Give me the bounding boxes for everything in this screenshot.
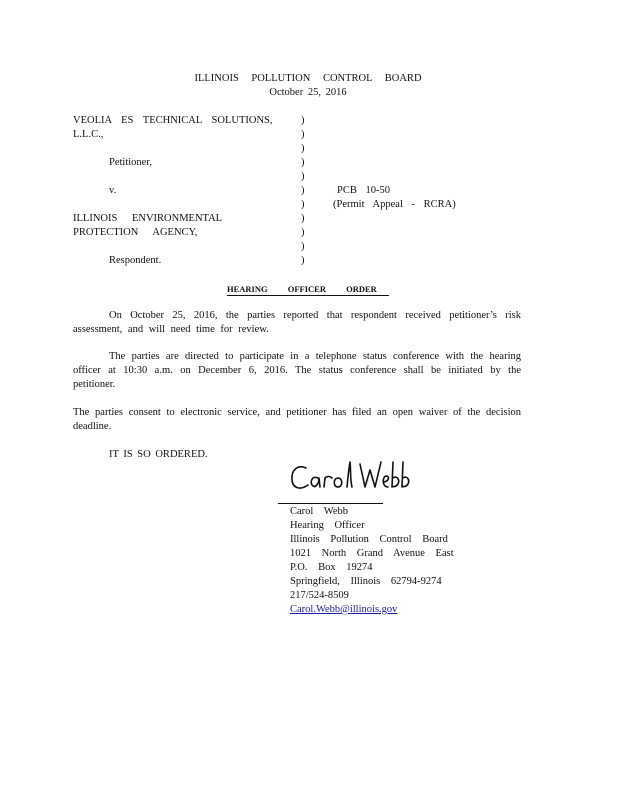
petitioner-name-line2: L.L.C., <box>73 129 104 140</box>
agency-title: ILLINOIS POLLUTION CONTROL BOARD <box>194 73 422 84</box>
signer-name: Carol Webb <box>290 506 348 517</box>
versus-label: v. <box>109 185 117 196</box>
caption-divider: ) ) ) ) ) ) ) ) ) ) ) <box>301 115 305 266</box>
signer-po-box: P.O. Box 19274 <box>290 562 373 573</box>
case-type: (Permit Appeal - RCRA) <box>333 199 456 210</box>
petitioner-name-line1: VEOLIA ES TECHNICAL SOLUTIONS, <box>73 115 273 126</box>
order-title: HEARING OFFICER ORDER <box>227 283 389 296</box>
respondent-name-line2: PROTECTION AGENCY, <box>73 227 198 238</box>
signer-organization: Illinois Pollution Control Board <box>290 534 448 545</box>
paragraph-1: On October 25, 2016, the parties reported that respondent received petitioner’s risk assessment, and will need time for review. <box>73 310 521 335</box>
handwritten-signature <box>288 456 418 498</box>
signer-address: 1021 North Grand Avenue East <box>290 548 454 559</box>
respondent-name-line1: ILLINOIS ENVIRONMENTAL <box>73 213 223 224</box>
signer-phone: 217/524-8509 <box>290 590 349 601</box>
signer-email-link[interactable]: Carol.Webb@illinois.gov <box>290 604 398 615</box>
petitioner-role: Petitioner, <box>109 157 153 168</box>
paragraph-3: The parties consent to electronic service, and petitioner has filed an open waiver of the decision deadline. <box>73 407 521 432</box>
case-number: PCB 10-50 <box>337 185 390 196</box>
paragraph-2: The parties are directed to participate in a telephone status conference with the hearing officer at 10:30 a.m. on December 6, 2016. The status conference shall be initiated by the petitioner. <box>73 351 521 390</box>
signature-line <box>278 503 383 504</box>
signer-title: Hearing Officer <box>290 520 365 531</box>
respondent-role: Respondent. <box>109 255 162 266</box>
closing-statement: IT IS SO ORDERED. <box>109 449 208 460</box>
order-date: October 25, 2016 <box>269 87 347 98</box>
signer-city: Springfield, Illinois 62794-9274 <box>290 576 442 587</box>
